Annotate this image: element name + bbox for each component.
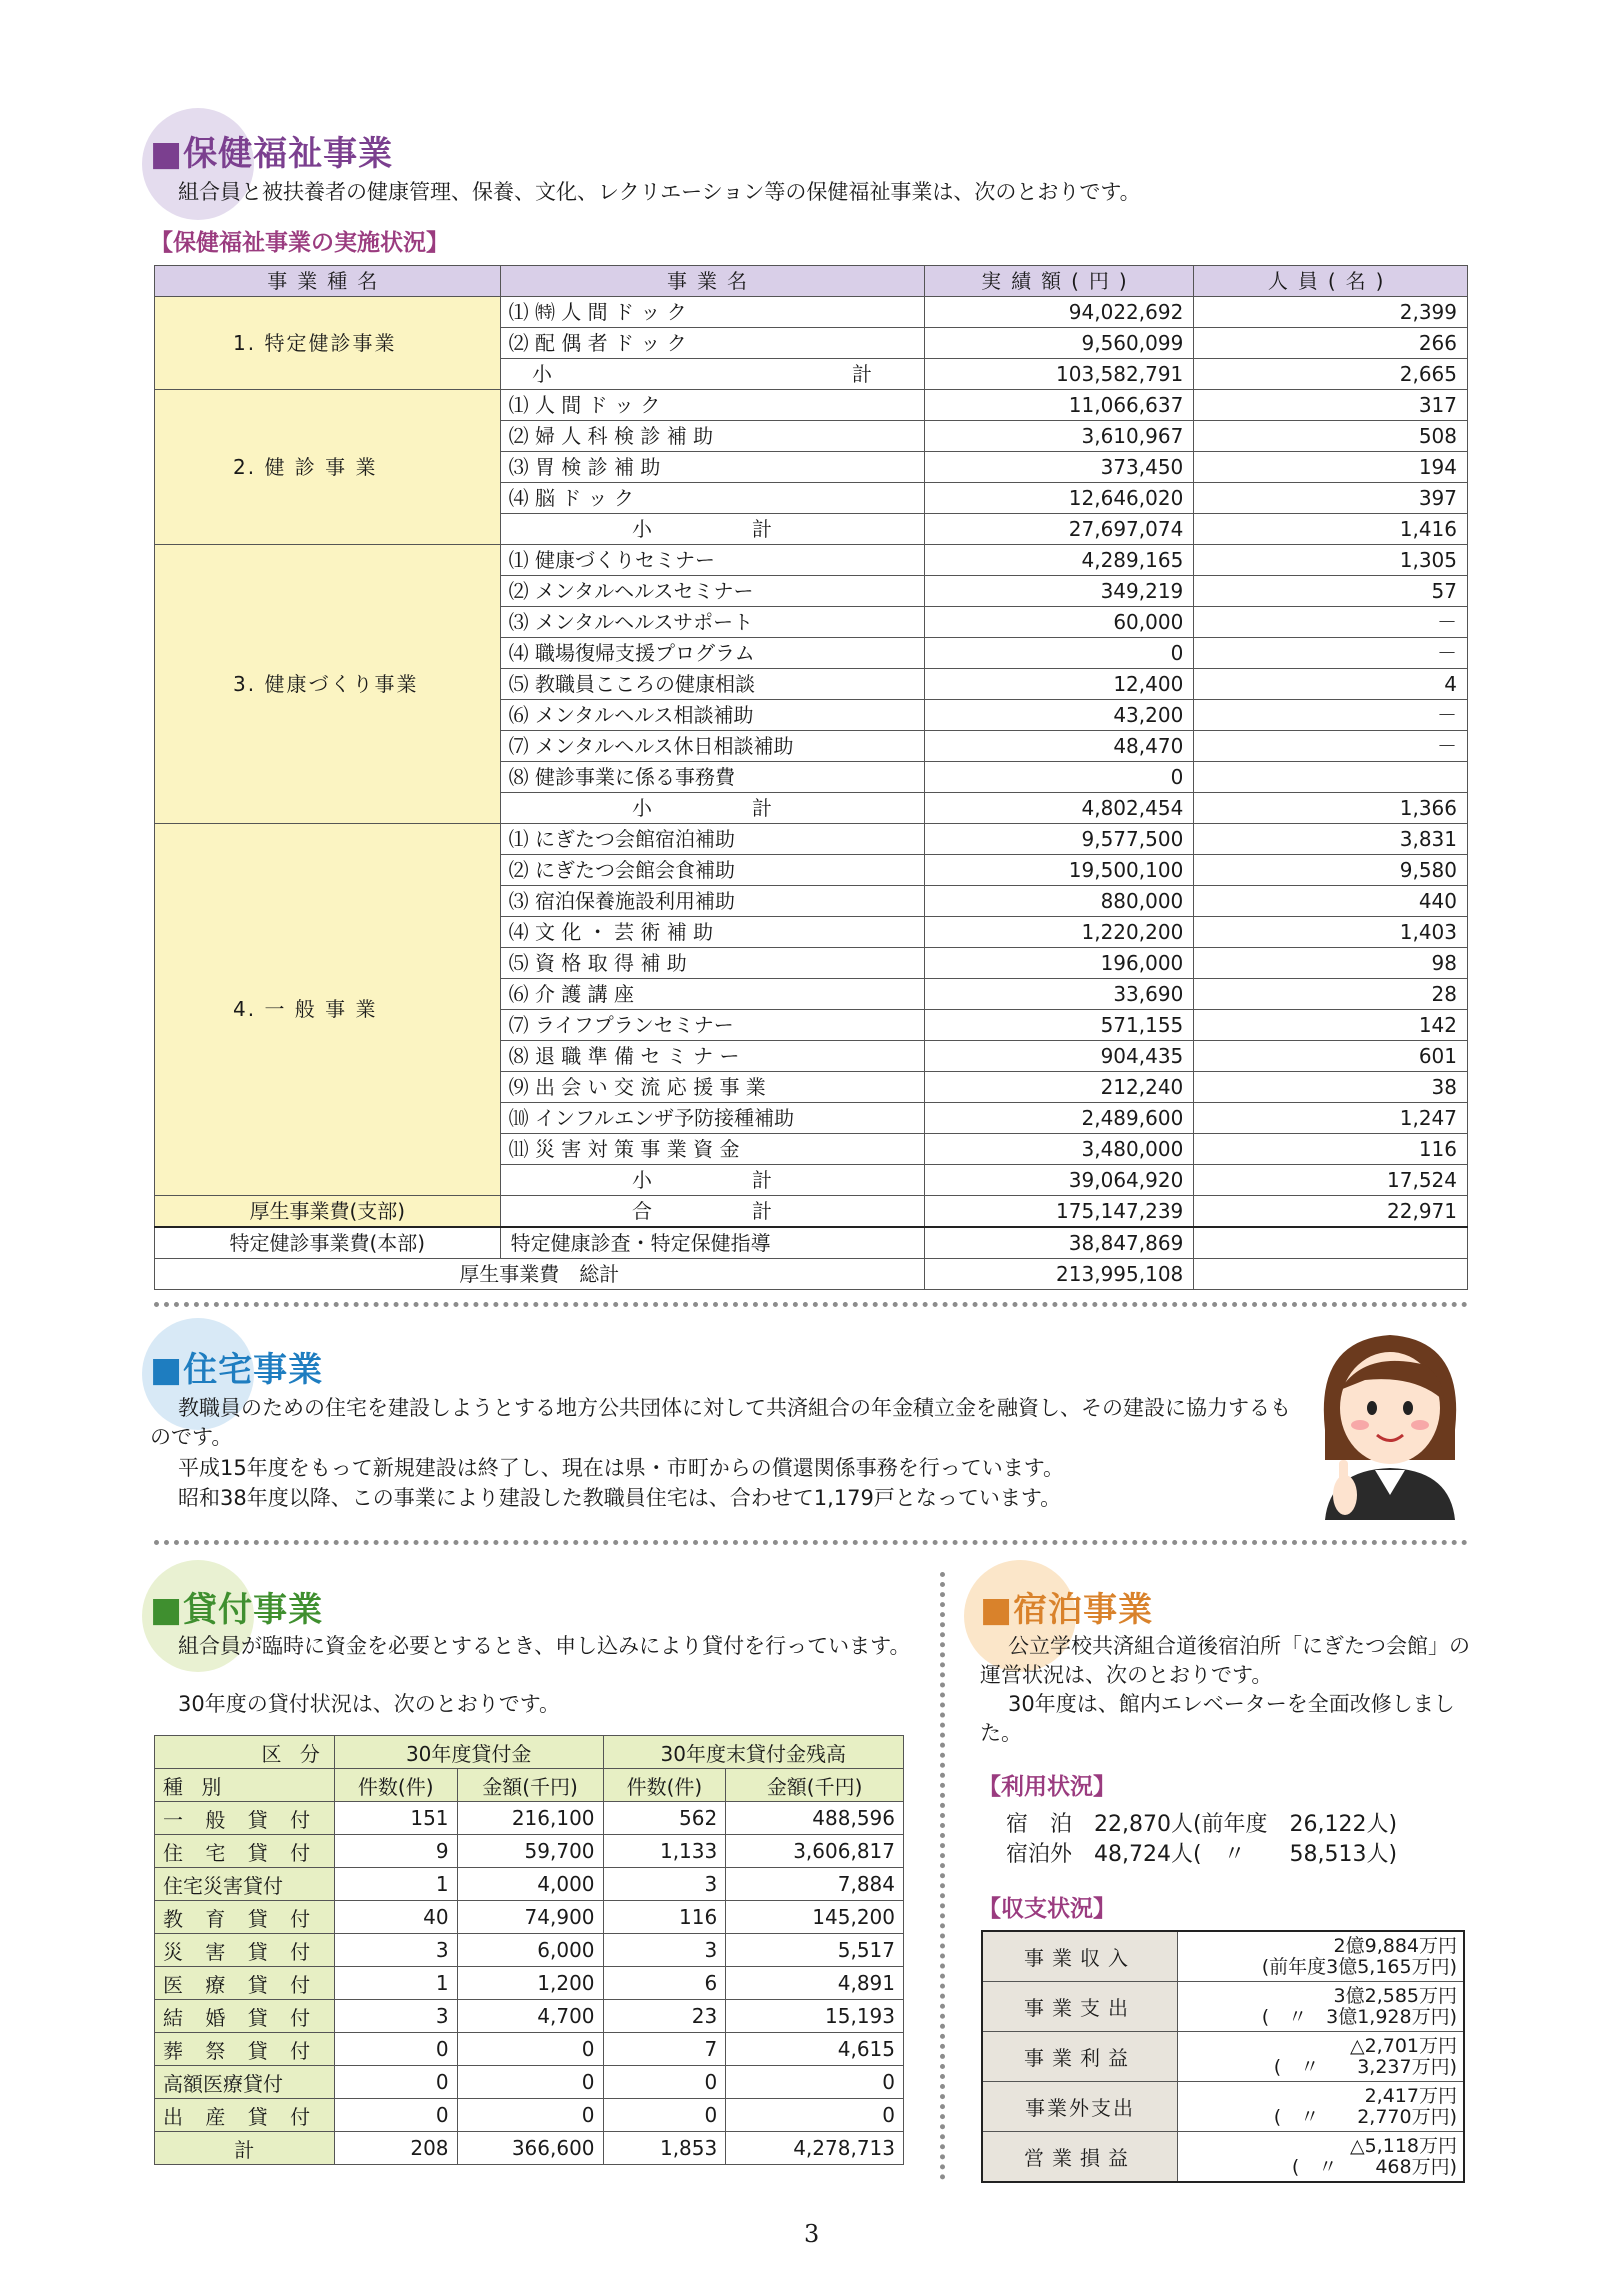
table-row — [155, 1901, 904, 1934]
loan-value: 216,100 — [457, 1802, 603, 1835]
housing-paragraph-1: 教職員のための住宅を建設しようとする地方公共団体に対して共済組合の年金積立金を融資し、その建設に協力するものです。 — [150, 1396, 1291, 1449]
loan-type: 一 般 貸 付 — [155, 1802, 335, 1835]
row-amount: 373,450 — [924, 452, 1194, 483]
balance-value-previous: (前年度3億5,165万円) — [1261, 1955, 1457, 1978]
page-number: 3 — [804, 2220, 820, 2248]
row-name: 小 計 — [500, 359, 924, 390]
row-amount: 196,000 — [924, 948, 1194, 979]
category-cell: 2. 健 診 事 業 — [155, 390, 501, 545]
col-header: 実績額(円) — [924, 266, 1194, 297]
loan-value: 145,200 — [726, 1901, 904, 1934]
loan-value: 488,596 — [726, 1802, 904, 1835]
loan-value: 3 — [603, 1868, 726, 1901]
row-name: ⑴ 人 間 ド ッ ク — [500, 390, 924, 421]
row-name: ⑷ 職場復帰支援プログラム — [500, 638, 924, 669]
loan-value: 7,884 — [726, 1868, 904, 1901]
loan-value: 0 — [726, 2099, 904, 2132]
loan-value: 0 — [603, 2066, 726, 2099]
row-amount: 11,066,637 — [924, 390, 1194, 421]
row-people: 194 — [1194, 452, 1468, 483]
loan-type: 高額医療貸付 — [155, 2066, 335, 2099]
row-name: ⑴ にぎたつ会館宿泊補助 — [500, 824, 924, 855]
housing-paragraph-2: 平成15年度をもって新規建設は終了し、現在は県・市町からの償還関係事務を行っています。 — [178, 1456, 1065, 1480]
row-amount: 571,155 — [924, 1010, 1194, 1041]
mascot-illustration — [1305, 1320, 1475, 1520]
row-name: ⑷ 脳 ド ッ ク — [500, 483, 924, 514]
balance-subtitle: 【収支状況】 — [978, 1896, 1116, 1922]
loan-paragraph-2: 30年度の貸付状況は、次のとおりです。 — [178, 1692, 561, 1716]
balance-value-current: 2億9,884万円 — [1333, 1934, 1457, 1957]
loan-type: 結 婚 貸 付 — [155, 2000, 335, 2033]
table-row — [155, 545, 1468, 576]
loan-type: 住 宅 貸 付 — [155, 1835, 335, 1868]
balance-value — [1178, 1982, 1464, 2032]
table-row-hq — [155, 1227, 1468, 1259]
loan-value: 0 — [603, 2099, 726, 2132]
row-amount: 27,697,074 — [924, 514, 1194, 545]
col-header: 事業種名 — [155, 266, 501, 297]
balance-label: 事業収入 — [982, 1931, 1178, 1982]
row-amount: 38,847,869 — [924, 1227, 1194, 1259]
table-row — [982, 1931, 1464, 1982]
row-amount: 2,489,600 — [924, 1103, 1194, 1134]
row-name: ⑸ 教職員こころの健康相談 — [500, 669, 924, 700]
loan-value: 59,700 — [457, 1835, 603, 1868]
header-count: 件数(件) — [603, 1769, 726, 1802]
category-cell: 4. 一 般 事 業 — [155, 824, 501, 1196]
row-name: ⑶ 胃 検 診 補 助 — [500, 452, 924, 483]
loan-section-title: ■貸付事業 — [150, 1590, 324, 1630]
row-amount: 12,400 — [924, 669, 1194, 700]
row-name: 特定健康診査・特定保健指導 — [500, 1227, 924, 1259]
loan-value: 3 — [334, 1934, 457, 1967]
row-name: ⑻ 退 職 準 備 セ ミ ナ ー — [500, 1041, 924, 1072]
row-name: ⑴ 健康づくりセミナー — [500, 545, 924, 576]
table-row — [155, 1967, 904, 2000]
row-people: 317 — [1194, 390, 1468, 421]
row-people: 4 — [1194, 669, 1468, 700]
usage-line-1: 宿 泊 22,870人(前年度 26,122人) — [1006, 1812, 1398, 1837]
row-name: ⑵ 婦 人 科 検 診 補 助 — [500, 421, 924, 452]
row-people: 17,524 — [1194, 1165, 1468, 1196]
table-row — [155, 1868, 904, 1901]
row-amount: 0 — [924, 638, 1194, 669]
lodging-paragraph-2: 30年度は、館内エレベーターを全面改修しました。 — [980, 1692, 1455, 1745]
section-divider — [154, 1540, 1468, 1545]
row-amount: 213,995,108 — [924, 1259, 1194, 1290]
row-amount: 9,577,500 — [924, 824, 1194, 855]
loan-type: 葬 祭 貸 付 — [155, 2033, 335, 2066]
row-people: 28 — [1194, 979, 1468, 1010]
table-row — [155, 2099, 904, 2132]
row-people: 9,580 — [1194, 855, 1468, 886]
loan-value: 1,200 — [457, 1967, 603, 2000]
row-people: 1,247 — [1194, 1103, 1468, 1134]
table-row-total — [155, 1196, 1468, 1228]
row-name: ⑵ 配 偶 者 ド ッ ク — [500, 328, 924, 359]
health-intro: 組合員と被扶養者の健康管理、保養、文化、レクリエーション等の保健福祉事業は、次のとおりです。 — [178, 180, 1141, 204]
row-people: 142 — [1194, 1010, 1468, 1041]
row-people: 397 — [1194, 483, 1468, 514]
table-row — [982, 2082, 1464, 2132]
row-people: 38 — [1194, 1072, 1468, 1103]
loan-value: 1,133 — [603, 1835, 726, 1868]
row-amount: 4,289,165 — [924, 545, 1194, 576]
row-label: 厚生事業費 総計 — [155, 1259, 925, 1290]
row-people: 601 — [1194, 1041, 1468, 1072]
loan-value: 23 — [603, 2000, 726, 2033]
row-name: 小 計 — [500, 793, 924, 824]
housing-section-title: ■住宅事業 — [150, 1350, 324, 1390]
row-amount: 103,582,791 — [924, 359, 1194, 390]
housing-paragraph-3: 昭和38年度以降、この事業により建設した教職員住宅は、合わせて1,179戸となっています。 — [178, 1486, 1062, 1510]
table-row — [155, 1802, 904, 1835]
loan-value: 6 — [603, 1967, 726, 2000]
row-amount: 12,646,020 — [924, 483, 1194, 514]
row-amount: 175,147,239 — [924, 1196, 1194, 1228]
balance-value-previous: ( 〃 3億1,928万円) — [1261, 2005, 1457, 2028]
row-people: 440 — [1194, 886, 1468, 917]
loan-type: 教 育 貸 付 — [155, 1901, 335, 1934]
loan-type: 住宅災害貸付 — [155, 1868, 335, 1901]
loan-value: 562 — [603, 1802, 726, 1835]
row-people — [1194, 762, 1468, 793]
col-header: 事業名 — [500, 266, 924, 297]
table-row — [155, 2066, 904, 2099]
loan-value: 6,000 — [457, 1934, 603, 1967]
balance-label: 事業外支出 — [982, 2082, 1178, 2132]
row-amount: 904,435 — [924, 1041, 1194, 1072]
row-amount: 3,480,000 — [924, 1134, 1194, 1165]
loan-value: 4,615 — [726, 2033, 904, 2066]
header-group-2: 30年度末貸付金残高 — [603, 1736, 903, 1769]
balance-value-current: △2,701万円 — [1349, 2034, 1457, 2057]
row-people: － — [1194, 731, 1468, 762]
row-amount: 212,240 — [924, 1072, 1194, 1103]
row-people: 2,665 — [1194, 359, 1468, 390]
column-divider — [940, 1572, 945, 2180]
balance-table — [981, 1930, 1465, 2183]
row-name: ⑸ 資 格 取 得 補 助 — [500, 948, 924, 979]
table-header-row — [155, 266, 1468, 297]
loan-value: 5,517 — [726, 1934, 904, 1967]
loan-value: 0 — [334, 2066, 457, 2099]
row-amount: 880,000 — [924, 886, 1194, 917]
category-cell: 3. 健康づくり事業 — [155, 545, 501, 824]
row-name: ⑼ 出 会 い 交 流 応 援 事 業 — [500, 1072, 924, 1103]
row-people: 22,971 — [1194, 1196, 1468, 1228]
balance-value — [1178, 2032, 1464, 2082]
category-cell: 1. 特定健診事業 — [155, 297, 501, 390]
loan-type: 出 産 貸 付 — [155, 2099, 335, 2132]
balance-value — [1178, 2082, 1464, 2132]
loan-value: 4,278,713 — [726, 2132, 904, 2165]
row-amount: 4,802,454 — [924, 793, 1194, 824]
loan-value: 208 — [334, 2132, 457, 2165]
row-people: 57 — [1194, 576, 1468, 607]
row-amount: 48,470 — [924, 731, 1194, 762]
row-amount: 94,022,692 — [924, 297, 1194, 328]
row-name: ⑴ ㈵ 人 間 ド ッ ク — [500, 297, 924, 328]
balance-value-previous: ( 〃 3,237万円) — [1273, 2055, 1457, 2078]
loan-value: 9 — [334, 1835, 457, 1868]
header-amount: 金額(千円) — [457, 1769, 603, 1802]
row-amount: 9,560,099 — [924, 328, 1194, 359]
row-people: 266 — [1194, 328, 1468, 359]
row-people — [1194, 1259, 1468, 1290]
usage-subtitle: 【利用状況】 — [978, 1774, 1116, 1800]
loan-value: 0 — [457, 2066, 603, 2099]
table-row-grand-total — [155, 1259, 1468, 1290]
loan-value: 1,853 — [603, 2132, 726, 2165]
loan-value: 0 — [334, 2033, 457, 2066]
table-row — [982, 1982, 1464, 2032]
header-count: 件数(件) — [334, 1769, 457, 1802]
table-row — [155, 1934, 904, 1967]
loan-type: 医 療 貸 付 — [155, 1967, 335, 2000]
balance-value — [1178, 1931, 1464, 1982]
section-divider — [154, 1302, 1468, 1307]
row-amount: 1,220,200 — [924, 917, 1194, 948]
table-row — [155, 2033, 904, 2066]
row-name: ⑷ 文 化 ・ 芸 術 補 助 — [500, 917, 924, 948]
loan-value: 1 — [334, 1868, 457, 1901]
balance-label: 事業利益 — [982, 2032, 1178, 2082]
loan-value: 4,700 — [457, 2000, 603, 2033]
loan-value: 4,000 — [457, 1868, 603, 1901]
row-name: ⑾ 災 害 対 策 事 業 資 金 — [500, 1134, 924, 1165]
loan-value: 15,193 — [726, 2000, 904, 2033]
row-people: 3,831 — [1194, 824, 1468, 855]
row-amount: 33,690 — [924, 979, 1194, 1010]
health-welfare-table — [154, 265, 1468, 1290]
balance-label: 営業損益 — [982, 2132, 1178, 2183]
row-people: 1,416 — [1194, 514, 1468, 545]
loan-value: 3 — [334, 2000, 457, 2033]
loan-value: 3,606,817 — [726, 1835, 904, 1868]
row-amount: 3,610,967 — [924, 421, 1194, 452]
row-name: 小 計 — [500, 1165, 924, 1196]
loan-value: 116 — [603, 1901, 726, 1934]
loan-table — [154, 1735, 904, 2165]
row-amount: 0 — [924, 762, 1194, 793]
balance-value-previous: ( 〃 2,770万円) — [1273, 2105, 1457, 2128]
table-row — [982, 2032, 1464, 2082]
lodging-section-title: ■宿泊事業 — [980, 1590, 1154, 1630]
row-name: ⑶ メンタルヘルスサポート — [500, 607, 924, 638]
row-amount: 39,064,920 — [924, 1165, 1194, 1196]
row-label: 特定健診事業費(本部) — [155, 1227, 501, 1259]
row-people: 1,403 — [1194, 917, 1468, 948]
loan-value: 151 — [334, 1802, 457, 1835]
loan-value: 0 — [457, 2033, 603, 2066]
balance-value-previous: ( 〃 468万円) — [1291, 2155, 1457, 2178]
loan-paragraph-1: 組合員が臨時に資金を必要とするとき、申し込みにより貸付を行っています。 — [178, 1634, 911, 1658]
header-shubetsu: 種 別 — [155, 1769, 335, 1802]
row-people: － — [1194, 607, 1468, 638]
row-amount: 19,500,100 — [924, 855, 1194, 886]
table-row — [155, 2000, 904, 2033]
loan-value: 366,600 — [457, 2132, 603, 2165]
loan-value: 0 — [334, 2099, 457, 2132]
balance-label: 事業支出 — [982, 1982, 1178, 2032]
row-people: 508 — [1194, 421, 1468, 452]
loan-value: 74,900 — [457, 1901, 603, 1934]
row-name: 小 計 — [500, 514, 924, 545]
balance-value — [1178, 2132, 1464, 2183]
loan-value: 40 — [334, 1901, 457, 1934]
row-name: ⑻ 健診事業に係る事務費 — [500, 762, 924, 793]
row-people: － — [1194, 638, 1468, 669]
row-people: － — [1194, 700, 1468, 731]
row-name: ⑺ メンタルヘルス休日相談補助 — [500, 731, 924, 762]
row-name: ⑹ メンタルヘルス相談補助 — [500, 700, 924, 731]
balance-value-current: △5,118万円 — [1349, 2134, 1457, 2157]
row-name: ⑽ インフルエンザ予防接種補助 — [500, 1103, 924, 1134]
row-name: ⑶ 宿泊保養施設利用補助 — [500, 886, 924, 917]
table-row — [155, 1835, 904, 1868]
row-people — [1194, 1227, 1468, 1259]
usage-line-2: 宿泊外 48,724人( 〃 58,513人) — [1006, 1842, 1398, 1867]
loan-value: 0 — [726, 2066, 904, 2099]
loan-value: 0 — [457, 2099, 603, 2132]
row-people: 1,305 — [1194, 545, 1468, 576]
row-name: 合 計 — [500, 1196, 924, 1228]
table-row — [155, 297, 1468, 328]
loan-type: 災 害 貸 付 — [155, 1934, 335, 1967]
row-name: ⑵ メンタルヘルスセミナー — [500, 576, 924, 607]
loan-value: 1 — [334, 1967, 457, 2000]
row-name: ⑹ 介 護 講 座 — [500, 979, 924, 1010]
row-people: 1,366 — [1194, 793, 1468, 824]
header-group-1: 30年度貸付金 — [334, 1736, 603, 1769]
row-people: 2,399 — [1194, 297, 1468, 328]
header-kubun: 区 分 — [155, 1736, 335, 1769]
loan-value: 7 — [603, 2033, 726, 2066]
row-name: ⑺ ライフプランセミナー — [500, 1010, 924, 1041]
table-row — [982, 2132, 1464, 2183]
header-amount: 金額(千円) — [726, 1769, 904, 1802]
row-amount: 349,219 — [924, 576, 1194, 607]
balance-value-current: 3億2,585万円 — [1333, 1984, 1457, 2007]
loan-value: 3 — [603, 1934, 726, 1967]
row-name: ⑵ にぎたつ会館会食補助 — [500, 855, 924, 886]
table-row — [155, 390, 1468, 421]
loan-value: 4,891 — [726, 1967, 904, 2000]
row-amount: 43,200 — [924, 700, 1194, 731]
row-people: 98 — [1194, 948, 1468, 979]
table-row — [155, 2132, 904, 2165]
loan-type: 計 — [155, 2132, 335, 2165]
col-header: 人員(名) — [1194, 266, 1468, 297]
row-amount: 60,000 — [924, 607, 1194, 638]
table-row — [155, 824, 1468, 855]
balance-value-current: 2,417万円 — [1364, 2084, 1457, 2107]
lodging-paragraph-1: 公立学校共済組合道後宿泊所「にぎたつ会館」の運営状況は、次のとおりです。 — [980, 1634, 1470, 1687]
row-people: 116 — [1194, 1134, 1468, 1165]
health-subtitle: 【保健福祉事業の実施状況】 — [150, 230, 449, 256]
row-label: 厚生事業費(支部) — [155, 1196, 501, 1228]
health-section-title: ■保健福祉事業 — [150, 134, 394, 174]
